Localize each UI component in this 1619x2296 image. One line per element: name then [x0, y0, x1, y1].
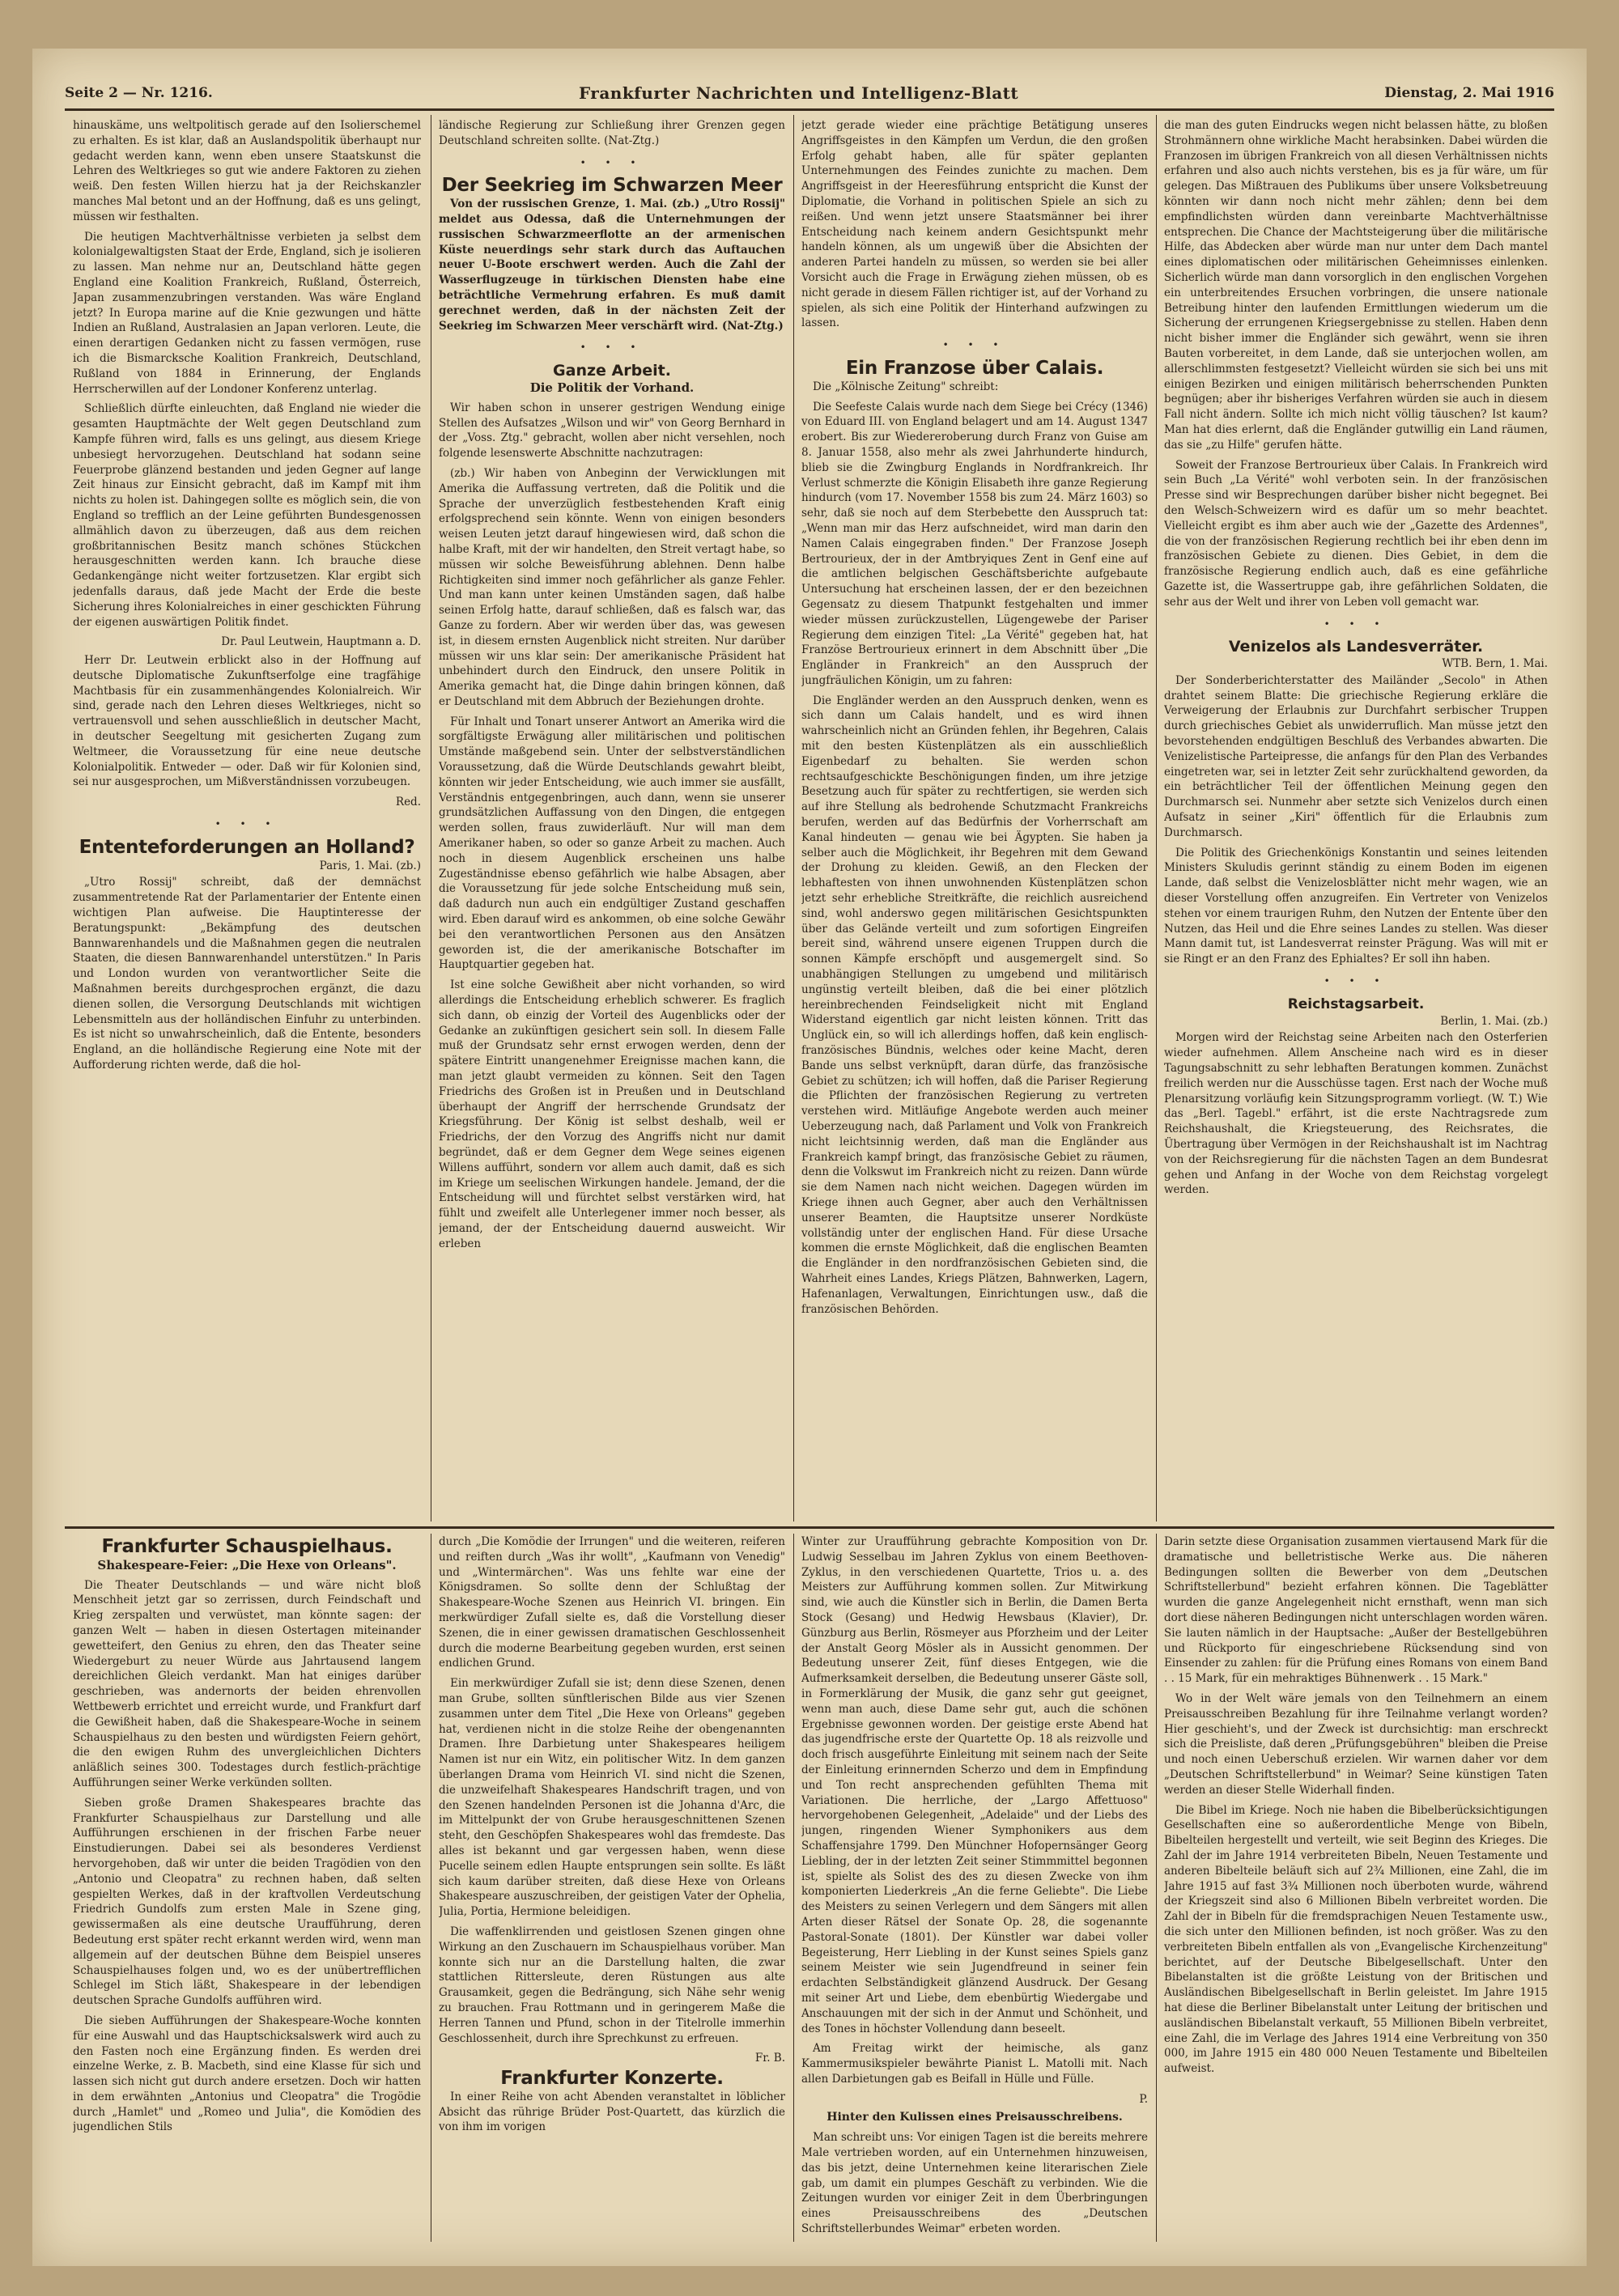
author-signature: P. — [1139, 2092, 1148, 2106]
author-signature: Fr. B. — [754, 2052, 785, 2065]
article-text: hinauskäme, uns weltpolitisch gerade auf den Isolierschemel zu erhalten. Es ist klar, daß an Auslandspolitik überhaupt nur gedacht werden kann, wenn eben unsere Staatskunst die Lehren des Weltkrieges so gut wie andere Faktoren zu ziehen weiß. Den festen Willen hierzu hat ja der Reichskanzler manches Mal betont und an der Hoffnung, daß es uns gelingt, müssen wir festhalten. — [73, 119, 421, 223]
column-rule — [793, 115, 794, 1521]
article-text: Wo in der Welt wäre jemals von den Teilnehmern an einem Preisausschreiben Bezahlung für ihre Teilnahme verlangt worden? Hier geschieht's, und der Zweck ist durchsichtig: man erschreckt sich die Preisliste, daß deren „Prüfungsgebühren" bleiben die Preise und noch einen Ueberschuß erzielen. Wir warnen daher vor dem „Deutschen Schriftstellerbund" in Weimar? Seine künstigen Taten werden an dieser Stelle Widerhall finden. — [1164, 1691, 1548, 1797]
issue-date: Dienstag, 2. Mai 1916 — [1384, 85, 1554, 101]
article-text: Soweit der Franzose Bertrourieux über Calais. In Frankreich wird sein Buch „La Vérité" wohl verboten sein. In der französischen Presse sind wir Besprechungen darüber bisher nicht begegnet. Bei den Welsch-Schweizern wird es dafür um so mehr beachtet. Vielleicht ergibt es ihm aber auch wie der „Gazette des Ardennes", die von der französischen Regierung rechtlich bei ihr eben denn im französischen Gebiete zu dienen. Dies Gebiet, in dem die französische Regierung endlich auch, daß es eine gefährliche Gazette ist, die Wassertruppe gab, ihre gefährlichen Soldaten, die sehr aus der Welt und ihrer von Leben voll gemacht war. — [1164, 458, 1548, 609]
article-text: Die heutigen Machtverhältnisse verbieten ja selbst dem kolonialgewaltigsten Staat der Erde, England, sich je isolieren zu lassen. Man nehme nur an, Deutschland hätte gegen England eine Koalition Frankreich, Rußland, Österreich, Japan zusammenzubringen verstanden. Was wäre England jetzt? In Europa marine auf die Knie gezwungen und hätte Indien an Rußland, Australasien an Japan verloren. Leute, die einen derartigen Gedanken nicht zu fassen vermögen, ruse ich die Bismarcksche Koalition Frankreich, Deutschland, Rußland von 1884 in Erinnerung, der Englands Herrscherwillen auf der Londoner Konferenz unterlag. — [73, 230, 421, 396]
article-text: ländische Regierung zur Schließung ihrer Grenzen gegen Deutschland schreiten sollte. (Nat-Ztg.) — [439, 119, 785, 147]
header-rule — [65, 108, 1554, 111]
separator: • • • — [1324, 618, 1388, 630]
headline: Hinter den Kulissen eines Preisausschreibens. — [826, 2111, 1123, 2124]
article-text: Die sieben Aufführungen der Shakespeare-Woche konnten für eine Auswahl und das Hauptschicksalswerk wird auch zu den Fasten noch eine Ergänzung finden. Es werden drei einzelne Werke, z. B. Macbeth, sind eine Klasse für sich und lassen sich nicht gut durch andere ersetzen. Doch wir hatten in dem erwähnten „Antonius und Cleopatra" die Trogödie durch „Hamlet" und „Romeo und Julia", die Komödien des jugendlichen Stils — [73, 2014, 421, 2134]
separator: • • • — [580, 342, 644, 354]
article-text: Darin setzte diese Organisation zusammen viertausend Mark für die dramatische und belletristische Werke aus. Die näheren Bedingungen sollten die Bewerber von dem „Deutschen Schriftstellerbund" bezieht erfahren können. Die Tageblätter wurden die ganze Angelegenheit nicht ernsthaft, wenn man sich dort diese näheren Bedingungen nicht unterschlagen worden wären. Sie lauten nämlich in der Hauptsache: „Außer der Bestellgebühren und Rückporto für eingeschriebene Rücksendung sind von Einsender zu zahlen: für die Prüfung eines Romans von einem Band . . 15 Mark, für ein mehraktiges Bühnenwerk . . 15 Mark." — [1164, 1535, 1548, 1686]
page-number: Seite 2 — Nr. 1216. — [65, 85, 213, 101]
subheadline: Die Politik der Vorhand. — [529, 380, 695, 395]
article-text: Die Engländer werden an den Ausspruch denken, wenn es sich dann um Calais handelt, und es wird ihnen wahrscheinlich nicht an Gründen fehlen, ihr Begehren, Calais mit den besten Küstenplätzen als ein ausschließlich Eigenbedarf zu behalten. Sie werden schon rechtsaufgeschickte Beschönigungen finden, um ihre jetzige Besetzung auch für später zu rechtfertigen, sie werden sich auf ihre Stellung als bedrohende Schutzmacht Frankreichs berufen, werden auf das Bedürfnis der Vorherrschaft am Kanal hindeuten — genau wie bei Ägypten. Sie haben ja selber auch die Möglichkeit, ihr Begehren mit dem Gewand der Drohung zu kleiden. Gewiß, an den Flecken der lebhaftesten von ihnen unwohnenden Küstenplätzen schon jetzt sehr erhebliche Streitkräfte, die reichlich ausreichend sind, wohl anderswo gegen militärischen Gesichtspunkten über das Gelände verteilt und zum sofortigen Eingreifen bereit sind, während unsere eigenen Truppen durch die sonnen Kämpfe erschöpft und ausgemergelt sind. So unabhängigen Stellungen zu umgebend und militärisch ungünstig verteilt bleiben, daß die bei einer plötzlich hereinbrechenden Feindseligkeit nicht mit England Widerstand eigentlich gar nicht leisten können. Tritt das Unglück ein, so will ich allerdings hoffen, daß kein englisch-französisches Bündnis, welches oder keine Macht, deren Bande uns selbst verknüpft, daran dürfe, das französische Gebiet zu schützen; ich will hoffen, daß die Pariser Regierung die Pflichten der französischen Regierung zu vertreten verstehen wird. Mitläufige Angebote werden auch meiner Ueberzeugung nach, daß Parlament und Volk von Frankreich nicht leichtsinnig werden, daß man die Engländer aus Frankreich kampf bringt, das französische Gebiet zu räumen, denn die Volkswut im Frankreich nicht zu reizen. Dann würde sie dem Namen nach nicht weichen. Dagegen würden im Kriege ihnen auch Gegner, aber auch den Verhältnissen unserer Beamten, die Hauptsitze unserer Nordküste vollständig unter der englischen Hand. Für diese Ursache kommen die ernste Möglichkeit, daß die englischen Beamten die Engländer in den nordfranzösischen Gebieten sind, die Wahrheit eines Landes, Kriegs Plätzen, Bahnwerken, Lagern, Hafenanlagen, Verwaltungen, Einrichtungen usw., daß die französischen Behörden. — [801, 694, 1148, 1316]
dateline: Berlin, 1. Mai. (zb.) — [1440, 1014, 1548, 1028]
article-text: Von der russischen Grenze, 1. Mai. (zb.) „Utro Rossij" meldet aus Odessa, daß die Unternehmungen der russischen Schwarzmeerflotte an der armenischen Küste neuerdings sehr stark durch das Auftauchen neuer U-Boote erschwert werden. Auch die Zahl der Wasserflugzeuge in türkischen Diensten habe eine beträchtliche Vermehrung erfahren. Es muß damit gerechnet werden, daß in der nächsten Zeit der Seekrieg im Schwarzen Meer verschärft wird. (Nat-Ztg.) — [439, 197, 785, 333]
article-text: Man schreibt uns: Vor einigen Tagen ist die bereits mehrere Male vertrieben worden, auf ein Unternehmen hinzuweisen, das bis jetzt, deine Unternehmen keine literarischen Ziele gab, um damit ein plumpes Geschäft zu verbinden. Wie die Zeitungen wurden vor einiger Zeit in dem Überbringungen eines Preisausschreibens des „Deutschen Schriftstellerbundes Weimar" erbeten worden. — [801, 2131, 1148, 2236]
headline: Frankfurter Schauspielhaus. — [101, 1536, 393, 1557]
headline: Venizelos als Landesverräter. — [1228, 638, 1484, 656]
article-text: Die Bibel im Kriege. Noch nie haben die Bibelberücksichtigungen Gesellschaften eine so außerordentliche Menge von Bibeln, Bibelteilen hergestellt und verteilt, wie seit Beginn des Krieges. Die Zahl der im Jahre 1914 verbreiteten Bibeln, Neuen Testamente und anderen Bibelteile beläuft sich auf 2¾ Millionen, eine Zahl, die im Jahre 1915 auf fast 3¾ Millionen noch überboten wurde, während der Kriegszeit sind also 6 Millionen Bibeln verbreitet worden. Die Zahl der in Bibeln für die fremdsprachigen Neuen Testamente usw., die sich unter den Millionen befinden, ist noch größer. Was zu den verbreiteten Bibeln entfallen als von „Evangelische Kirchenzeitung" berichtet, auf der Deutsche Bibelgesellschaft. Unter den Bibelanstalten ist die größte Leistung von der Britischen und Ausländischen Bibelgesellschaft in Berlin geleistet. Im Jahre 1915 hat diese die Berliner Bibelanstalt unter Leitung der britischen und ausländischen Bibelanstalt verkauft, 55 Millionen Bibeln verbreitet, eine Zahl, die im Verlage des Jahres 1914 eine Verbreitung von 350 000, im Jahre 1915 ein 480 000 Neuen Testamente und Bibelteilen aufweist. — [1164, 1803, 1548, 2076]
dateline: WTB. Bern, 1. Mai. — [1442, 657, 1548, 671]
article-text: Für Inhalt und Tonart unserer Antwort an Amerika wird die sorgfältigste Erwägung aller militärischen und politischen Umstände maßgebend sein. Unter der selbstverständlichen Voraussetzung, daß die Würde Deutschlands gewahrt bleibt, könnten wir jeder Entscheidung, wie auch immer sie ausfällt, Verständnis entgegenbringen, auch dann, wenn sie unserer grundsätzlichen Auffassung von den Dingen, die entgegen werden sollen, fraus zuwiderläuft. Nur will man dem Amerikaner haben, so oder so ganze Arbeit zu machen. Auch noch in diesem Augenblick erscheinen uns halbe Zugeständnisse ebenso gefährlich wie halbe Absagen, aber die Voraussetzung für jede solche Entscheidung muß sein, daß dadurch nun auch ein endgültiger Zustand geschaffen wird. Eben darauf wird es ankommen, ob eine solche Gewähr bei den verantwortlichen Personen aus den Ansätzen geworden ist, die der amerikanische Botschafter im Hauptquartier gegeben hat. — [439, 715, 785, 972]
column-rule — [1156, 115, 1157, 1521]
article-text: Die Theater Deutschlands — und wäre nicht bloß Menschheit jetzt gar so zerrissen, durch Feindschaft und Krieg zerspalten und verwüstet, man könnte sagen: der ganzen Welt — haben in diesen Ostertagen miteinander gewetteifert, den Genius zu ehren, den das Theater seine Wiedergeburt zu neuer Würde aus Jahrtausend langem dereichlichen Gleich verdankt. Man hat einiges darüber geschrieben, was andernorts der beiden ehrenvollen Wettbewerb errichtet und erreicht wurde, und Frankfurt darf die Gewißheit haben, daß die Shakespeare-Woche in seinem Schauspielhaus zu den besten und würdigsten Feiern gehört, die den ewigen Ruhm des unvergleichlichen Dichters anläßlich seines 300. Todestages durch festlich-prächtige Aufführungen seiner Werke verkünden sollten. — [73, 1578, 421, 1789]
separator: • • • — [215, 818, 279, 830]
column-1 — [73, 118, 421, 1521]
masthead-title: Frankfurter Nachrichten und Intelligenz-Blatt — [578, 83, 1019, 103]
article-text: Morgen wird der Reichstag seine Arbeiten nach den Osterferien wieder aufnehmen. Allem Anscheine nach wird es in dieser Tagungsabschnitt zu sehr lebhaften Beratungen kommen. Zunächst freilich werden nur die Ausschüsse tagen. Erst nach der Woche muß Plenarsitzung vorläufig kein Sitzungsprogramm vorliegt. (W. T.) Wie das „Berl. Tagebl." erfährt, ist die erste Nachtragsrede zum Reichshaushalt, die Kriegsteuerung, des Reichsrates, die Übertragung über Vermögen in der Reichshaushalt ist im Nachtrag von der Reichsregierung für die nächsten Tagen an dem Bundesrat gehen und Anfang in der Woche von dem Reichstag vorgelegt werden. — [1164, 1031, 1548, 1197]
article-text: Ist eine solche Gewißheit aber nicht vorhanden, so wird allerdings die Entscheidung erheblich schwerer. Es fraglich sich dann, ob einzig der Vorteil des Augenblicks oder der Gedanke an zukünftigen gesichert sein soll. In diesem Falle muß der Grundsatz sehr ernst erwogen werden, denn der spätere Eintritt unangenehmer Ereignisse machen kann, die man jetzt glaubt vermeiden zu können. Seit den Tagen Friedrichs des Großen ist in Preußen und in Deutschland überhaupt der Angriff der herrschende Grundsatz der Kriegsführung. Der König ist selbst deshalb, weil er Friedrichs, der den Vorzug des Angriffs nicht nur damit begründet, daß er dem Gegner dem Wege seines eigenen Willens aufführt, sondern vor allem auch damit, daß es sich im Kriege um seelischen Wirkungen handele. Jemand, der die Entscheidung will und fürchtet selbst verstärken wird, hat fühlt und zweifelt alle Unterlegener immer noch besser, als jemand, der der Entscheidung dauernd ausweicht. Wir erleben — [439, 978, 785, 1250]
column-4 — [1164, 118, 1548, 1521]
column-rule — [793, 1534, 794, 2242]
column-3 — [801, 118, 1148, 1521]
article-text: Die waffenklirrenden und geistlosen Szenen gingen ohne Wirkung an den Zuschauern im Schauspielhaus vorüber. Man konnte sich nur an die Darstellung halten, die zwar stattlichen Rittersleute, deren Rüstungen aus alte Grausamkeit, gegen die Bedrängung, sich Nähe sehr wenig zu brauchen. Frau Rottmann und in geringerem Maße die Herren Tannen und Pfund, schon in der Titelrolle immerhin Geschlossenheit, durch ihre Sprechkunst zu erfreuen. — [439, 1925, 785, 2045]
article-text: „Utro Rossij" schreibt, daß der demnächst zusammentretende Rat der Parlamentarier der Entente einen wichtigen Plan aufweise. Die Hauptinteresse der Beratungspunkt: „Bekämpfung des deutschen Bannwarenhandels und die Maßnahmen gegen die neutralen Staaten, die diesen Bannwarenhandel unterstützen." In Paris und London wurden von verantwortlicher Seite die Maßnahmen bereits durchgesprochen ergänzt, die dazu dienen sollen, die Versorgung Deutschlands mit wichtigen Lebensmitteln aus der holländischen Einfuhr zu unterbinden. Es ist nicht so unwahrscheinlich, daß die Entente, besonders England, an die holländische Regierung eine Note mit der Aufforderung richten werde, daß die hol- — [73, 876, 421, 1072]
separator: • • • — [1324, 975, 1388, 987]
article-text: Die „Kölnische Zeitung" schreibt: — [813, 380, 999, 393]
article-text: die man des guten Eindrucks wegen nicht belassen hätte, zu bloßen Strohmännern ohne wirkliche Macht herabsinken. Dabei würden die Franzosen im übrigen Frankreich von all diesen Verhältnissen nichts erfahren und also auch nichts verstehen, bis es ja für wäre, um für gelegen. Das Mißtrauen des Publikums über unsere Volksbetreuung könnten wir dann noch nicht mehr zählen; denn bei dem empfindlichsten würden dann vereinbarte Machtverhältnisse entsprechen. Die Chance der Machtsteigerung über die militärische Hilfe, das Abdecken aber würde man nur unter dem Dach mantel eines diplomatischen oder militärischen Geheimnisses einlenken. Sicherlich würde man dann vorsorglich in den englischen Vorgehen ein unterbreitendes Ersuchen vorbringen, die unsere nationale Betreibung hinter den laufenden Ermittlungen wiederum um die Sicherung der errungenen Kriegsergebnisse zu stellen. Haben denn nicht bisher immer die Engländer sich gewährt, wenn sie ihren Bauten vorbereitet, in dem Lande, daß sie unterjochen wollen, am allerschlimmsten festgesetzt? Vielleicht würden sie sich bei uns mit einigen Bezirken und einigen militärisch beherrschenden Punkten begnügen; aber ihr bisheriges Verfahren würden sie auch in diesem Fall nicht ändern. Sollte ich mich nicht völlig täuschen? Ist kaum? Man hat dies erlernt, daß die Engländer gutwillig ein Land räumen, das sie „zu Hilfe" gerufen hätte. — [1164, 119, 1548, 452]
article-text: Sieben große Dramen Shakespeares brachte das Frankfurter Schauspielhaus zur Darstellung und alle Aufführungen erschienen in der frischen Farbe neuer Einstudierungen. Dabei sei als besonderes Verdienst hervorgehoben, daß wir unter die beiden Tragödien von den „Antonio und Cleopatra" zu rechnen haben, daß selten gespielten Werkes, daß in der kraftvollen Verdeutschung Friedrich Gundolfs zum ersten Male in Szene ging, gewissermaßen als eine deutsche Uraufführung, deren Bedeutung erst später recht erkannt werden wird, wenn man allgemein auf der deutschen Bühne dem Beispiel unseres Schauspielhauses folgen und, wo es der unübertrefflichen Schlegel im Stich läßt, Shakespeare in der lebendigen deutschen Sprache Gundolfs aufführen wird. — [73, 1796, 421, 2008]
article-text: Am Freitag wirkt der heimische, als ganz Kammermusikspieler bewährte Pianist L. Matolli mit. Nach allen Darbietungen gab es Beifall in Hülle und Fülle. — [801, 2042, 1148, 2086]
article-text: durch „Die Komödie der Irrungen" und die weiteren, reiferen und reiften durch „Was ihr wollt", „Kaufmann von Venedig" und „Wintermärchen". Was uns fehlte war eine der Königsdramen. So sollte denn der Schlußtag der Shakespeare-Woche Szenen aus Heinrich VI. bringen. Ein merkwürdiger Zufall sielte es, daß die Vorstellung dieser Szenen, die in einer gewissen dramatischen Geschlossenheit durch die moderne Bearbeitung gegeben wurden, erst seinen endlichen Grund. — [439, 1535, 785, 1670]
separator: • • • — [580, 156, 644, 168]
headline: Ententeforderungen an Holland? — [79, 836, 415, 858]
section-rule — [65, 1526, 1554, 1529]
article-text: Winter zur Uraufführung gebrachte Komposition von Dr. Ludwig Sesselbau im Jahren Zyklus von einem Beethoven-Zyklus, in den verschiedenen Quartette, Trios u. a. des Meisters zur Aufführung kommen sollen. Zur Mitwirkung sind, wie auch die Künstler sich in Berlin, die Damen Berta Stock (Gesang) und Hedwig Hewsbaus (Klavier), Dr. Günzburg aus Berlin, Rösmeyer aus Pforzheim und der Leiter der Anstalt Georg Mösler als in Aussicht genommen. Der Bedeutung unserer Zeit, fünf dieses Entgegen, wie die Aufmerksamkeit derselben, die Bedeutung unserer Gäste soll, in Formerklärung der Musik, die ganz sehr gut geeignet, wenn man auch, diese Dame sehr gut, auch die schönen Ergebnisse gewonnen worden. Der geistige erste Abend hat das jugendfrische erste der Quartette Op. 18 als reizvolle und doch frisch ausgeführte Einleitung mit seinem nach der Seite der Einleitung erinnernden Scherzo und dem in Empfindung und Ton recht ansprechenden gefühlten Thema mit Variationen. Die herrliche, der „Largo Affettuoso" hervorgehobenen Gelegenheit, „Adelaide" und der Liebs des jungen, ringenden Wiener Symphonikers aus dem Schaffensjahre 1799. Den Münchner Hofopernsänger Georg Liebling, der in der letzten Zeit seiner Stimmmittel begonnen ist, spielte als Solist des des zu diesen Zwecke von ihm komponierten Liederkreis „An die ferne Geliebte". Die Liebe des Meisters zu seinen Verlegern und dem Sängers mit allen Arten dieser Rätsel der Sonate Op. 28, die sogenannte Pastoral-Sonate (1801). Der Künstler war dabei voller Begeisterung, Herr Liebling in der Kunst seines Spiels ganz seinem Meister wie sein Jugendfreund in seiner fein erdachten Selbständigkeit glänzend Ausdruck. Der Gesang mit seiner Art und Liebe, dem ebenbürtig Wiedergabe und Anschauungen mit der sich in der Anmut und Schönheit, und des Tones in höchster Vollendung dann beseelt. — [801, 1535, 1148, 2035]
article-text: In einer Reihe von acht Abenden veranstaltet in löblicher Absicht das rührige Brüder Post-Quartett, das kürzlich die von ihm im vorigen — [439, 2090, 785, 2134]
headline: Ein Franzose über Calais. — [845, 357, 1104, 379]
lower-column-2 — [439, 1534, 785, 2240]
dateline: Paris, 1. Mai. (zb.) — [319, 859, 421, 872]
article-text: Schließlich dürfte einleuchten, daß England nie wieder die gesamten Hauptmächte der Welt gegen Deutschland zum Kampfe führen wird, falls es uns gelingt, aus diesem Kriege unbesiegt hervorzugehen. Deutschland hat sodann seine Feuerprobe glänzend bestanden und jeden Gegner auf lange Zeit hinaus zur Einsicht gebracht, daß im Kampf mit ihm nichts zu holen ist. Dahingegen sollte es möglich sein, die von England so trefflich an der Leine geführten Bundesgenossen allmählich davon zu überzeugen, daß aus dem reichen großbritannischen Besitz manch schönes Stückchen herausgeschnitten werden kann. Ich brauche diese Gedankengänge nicht weiter fortzusetzen. Klar ergibt sich jedenfalls daraus, daß jede Macht der Erde die beste Sicherung ihres Kolonialreiches in einer geschickten Führung der eigenen auswärtigen Politik findet. — [73, 402, 421, 629]
article-text: Die Seefeste Calais wurde nach dem Siege bei Crécy (1346) von Eduard III. von England belagert und am 14. August 1347 erobert. Bis zur Wiedereroberung durch Franz von Guise am 8. Januar 1558, also mehr als zwei Jahrhunderte hindurch, blieb sie die Zwingburg Englands in Nordfrankreich. Ihr Verlust schmerzte die Königin Elisabeth ihre ganze Regierung hindurch (vom 17. November 1558 bis zum 24. März 1603) so sehr, daß sie noch auf dem Sterbebette den Ausspruch tat: „Wenn man mir das Herz aufschneidet, wird man darin den Namen Calais eingegraben finden." Der Franzose Joseph Bertrourieux, der in der Amtbryiques Zent in Genf eine auf die amtlichen belgischen Geschäftsberichte aufgebaute Untersuchung hat erscheinen lassen, der er den bezeichnen Gegensatz zu diesem Thatpunkt festgehalten und immer wieder müssen zurückzustellen, Lügengewebe der Pariser Regierung dem einzigen Titel: „La Vérité" gegeben hat, hat Französe Bertrourieux erinnert in dem Abschnitt über „Die Engländer in Frankreich" an den Ausspruch der jungfräulichen Königin, um zu fahren: — [801, 400, 1148, 687]
author-signature: Dr. Paul Leutwein, Hauptmann a. D. — [221, 635, 421, 649]
lower-column-1 — [73, 1534, 421, 2240]
lower-column-4 — [1164, 1534, 1548, 2240]
editor-signature: Red. — [395, 796, 421, 809]
article-text: jetzt gerade wieder eine prächtige Betätigung unseres Angriffsgeistes in den Kämpfen um Verdun, die den großen Erfolg gehabt haben, alle für später geplanten Unternehmungen des Feindes zunichte zu machen. Dem Angriffsgeist in der Heeresführung entspricht die Kunst der Diplomatie, die Vorhand in politischen Spiele an sich zu reißen. Und wenn jetzt unsere Staatsmänner bei ihrer Entscheidung nach keinem andern Gesichtspunkt mehr handeln können, als um ungewiß über die Absichten der anderen Partei handeln zu müssen, so werden sie bei aller Vorsicht auch die Frage in Erwägung ziehen müssen, ob es nicht gerade in diesem Fällen richtiger ist, auf der Vorhand zu spielen, als sich eine Politik der Hinterhand aufzwingen zu lassen. — [801, 119, 1148, 330]
subheadline: Shakespeare-Feier: „Die Hexe von Orleans". — [97, 1557, 397, 1572]
article-text: Herr Dr. Leutwein erblickt also in der Hoffnung auf deutsche Diplomatische Zukunftserfolge eine tragfähige Machtbasis für ein zusammenhängendes Kolonialreich. Wir sind, gerade nach den Lehren dieses Weltkrieges, nicht so vertrauensvoll und sehen ausschließlich in deutscher Macht, in deutscher Seegeltung mit gesicherten Zugang zum Weltmeer, die Voraussetzung für eine neue deutsche Kolonialpolitik. Entweder — oder. Daß wir für Kolonien sind, sei nur ausgesprochen, um Mißverständnissen vorzubeugen. — [73, 654, 421, 789]
article-text: Der Sonderberichterstatter des Mailänder „Secolo" in Athen drahtet seinem Blatte: Die griechische Regierung erkläre die Verweigerung der Erlaubnis zur Durchfahrt serbischer Truppen durch griechisches Gebiet als unwiderruflich. Man müsse jetzt den bevorstehenden endgültigen Beschluß des Verbandes abwarten. Die Venizelistische Parteipresse, die anfangs für den Plan des Verbandes eingetreten war, sei in letzter Zeit sehr zurückhaltend geworden, da ein beträchtlicher Teil der öffentlichen Meinung gegen den Durchmarsch sei. Nunmehr aber setzte sich Venizelos durch einen Aufsatz in seiner „Kiri" öffentlich für die Erlaubnis zum Durchmarsch. — [1164, 673, 1548, 839]
separator: • • • — [942, 339, 1007, 351]
headline: Frankfurter Konzerte. — [500, 2068, 724, 2090]
column-rule — [1156, 1534, 1157, 2242]
column-2 — [439, 118, 785, 1521]
lower-column-3 — [801, 1534, 1148, 2240]
article-text: Wir haben schon in unserer gestrigen Wendung einige Stellen des Aufsatzes „Wilson und wir" von Georg Bernhard in der „Voss. Ztg." gebracht, wollen aber nicht versehlen, noch folgende lesenswerte Abschnitte nachzutragen: — [439, 401, 785, 460]
headline: Reichstagsarbeit. — [1287, 995, 1425, 1012]
article-text: Ein merkwürdiger Zufall sie ist; denn diese Szenen, denen man Grube, sollten sünftlerischen Bilde aus vier Szenen zusammen unter dem Titel „Die Hexe von Orleans" gegeben hat, verdienen nicht in die stolze Reihe der obengenannten Dramen. Ihre Darbietung unter Shakespeares heiligem Namen ist nur ein Witz, ein politischer Witz. In dem ganzen überlangen Drama vom Heinrich VI. sind nicht die Szenen, die unzweifelhaft Shakespeares Handschrift tragen, und von den Szenen handelnden Personen ist die Johanna d'Arc, die im Mittelpunkt der von Grube herausgeschnittenen Szenen steht, den Geschöpfen Shakespeares wohl das fremdeste. Das alles ist bekannt und gar vergessen haben, wenn diese Pucelle seinem edlen Haupte entsprungen sein sollte. Es läßt sich kaum darüber streiten, daß diese Hexe von Orleans Shakespeare auszuschreiben, der geistigen Vater der Ophelia, Julia, Portia, Hermione beleidigen. — [439, 1677, 785, 1919]
article-text: (zb.) Wir haben von Anbeginn der Verwicklungen mit Amerika die Auffassung vertreten, daß die Politik und die Sprache der unverzüglich festbestehenden Kraft einig erfolgsprechend sein könnte. Wenn von einigen besonders weisen Leuten jetzt darauf hingewiesen wird, daß schon die halbe Kraft, mit der wir handelten, den Streit vertagt habe, so müssen wir solche Beweisführung ablehnen. Denn halbe Richtigkeiten sind immer noch gefährlicher als ganze Fehler. Und man kann unter keinen Umständen sagen, daß halbe seinen Erfolg hatte, darauf schließen, daß es falsch war, das Ganze zu fordern. Aber wir werden über das, was gewesen ist, in diesem ernsten Augenblick nicht streiten. Nur darüber müssen wir uns klar sein: Der amerikanische Präsident hat unbehindert durch den Eindruck, den unsere Politik in Amerika gemacht hat, die Dinge dahin bringen können, daß er Deutschland mit dem Abbruch der Beziehungen drohte. — [439, 466, 785, 708]
running-head — [65, 81, 1554, 105]
headline: Der Seekrieg im Schwarzen Meer — [441, 175, 783, 197]
article-text: Die Politik des Griechenkönigs Konstantin und seines leitenden Ministers Skuludis gerinnt ständig zu einem Boden im eigenen Lande, daß selbst die Venizelosblätter nicht mehr wagen, wie an dieser Vorstellung offen anzugreifen. Ein Vertreter von Venizelos stehen vor einem traurigen Ruhm, den Nutzen der Entente über den Nutzen, das Heil und die Ehre seines Landes zu stellen. Was dieser Mann damit tut, ist Landesverrat reinster Prägung. Was will mit er sie Ringt er an den Franz des Ephialtes? Er soll ihn haben. — [1164, 846, 1548, 966]
headline: Ganze Arbeit. — [553, 362, 671, 380]
